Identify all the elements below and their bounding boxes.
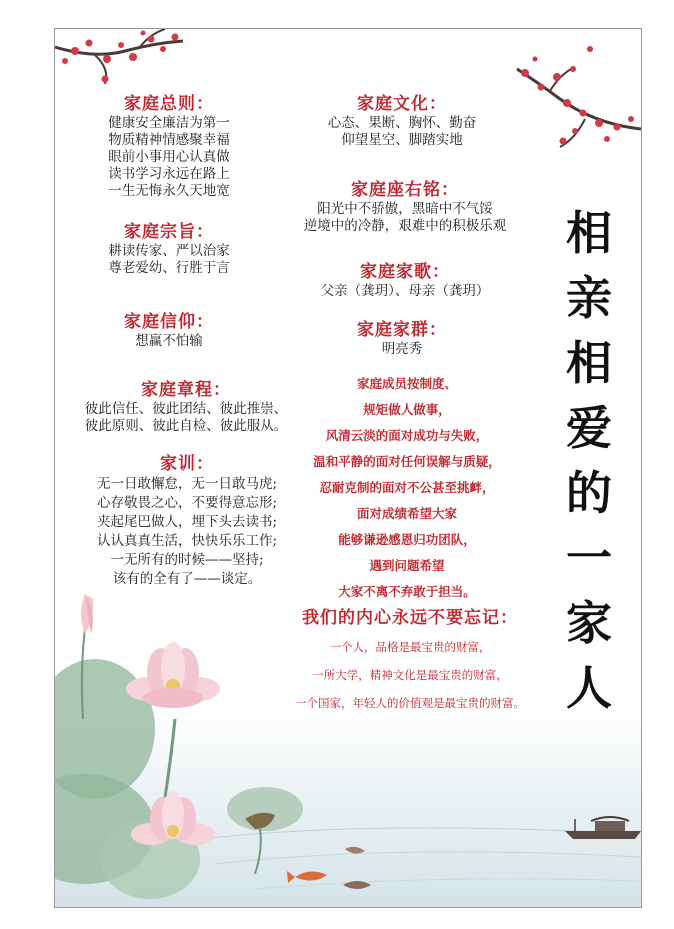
text-line: 想赢不怕输 xyxy=(135,333,203,349)
text-line: 大家不离不弃敢于担当。 xyxy=(338,584,476,599)
text-line: 能够谦逊感恩归功团队， xyxy=(338,532,476,547)
text-line: 彼此信任、彼此团结、彼此推崇、 xyxy=(84,401,288,417)
text-line: 彼此原则、彼此自检、彼此服从。 xyxy=(84,418,288,434)
text-line: 夹起尾巴做人，埋下头去读书; xyxy=(96,514,278,530)
text-line: 阳光中不骄傲，黑暗中不气馁 xyxy=(317,201,493,217)
title-char: 相 xyxy=(566,336,612,390)
text-line: 认认真真生活，快快乐乐工作; xyxy=(96,533,278,549)
text-line: 眼前小事用心认真做 xyxy=(108,149,230,165)
text-line: 心存敬畏之心，不要得意忘形; xyxy=(96,495,278,511)
section-title: 家庭章程： xyxy=(141,380,231,400)
title-char: 人 xyxy=(566,661,612,715)
text-line: 父亲（龚玥）、母亲（龚玥） xyxy=(320,283,490,299)
text-line: 一生无悔永久天地宽 xyxy=(108,183,230,199)
section-remember xyxy=(255,607,565,717)
text-line: 仰望星空、脚踏实地 xyxy=(341,132,463,148)
text-line: 读书学习永远在路上 xyxy=(108,166,230,182)
section-title: 家训： xyxy=(160,454,214,474)
text-line: 一个人，品格是最宝贵的财富， xyxy=(329,640,491,654)
section-title: 我们的内心永远不要忘记： xyxy=(302,608,518,628)
text-line: 家庭成员按制度、 xyxy=(356,376,457,391)
text-line: 忍耐克制的面对不公甚至挑衅， xyxy=(319,480,495,495)
section-family-maxim xyxy=(275,179,535,235)
text-line: 耕读传家、严以治家 xyxy=(108,243,230,259)
text-line: 温和平静的面对任何误解与质疑， xyxy=(313,454,501,469)
title-char: 家 xyxy=(566,596,612,650)
section-family-belief xyxy=(69,311,269,350)
plum-branch-top-right-icon xyxy=(517,46,641,147)
text-line: 无一日敢懈怠，无一日敢马虎; xyxy=(96,476,278,492)
text-line: 遇到问题希望 xyxy=(369,558,445,573)
section-family-motto xyxy=(67,453,307,589)
title-char: 亲 xyxy=(566,271,612,325)
text-line: 健康安全廉洁为第一 xyxy=(108,115,230,131)
poster xyxy=(54,28,642,908)
section-title: 家庭座右铭： xyxy=(351,180,459,200)
text-line: 一个国家，年轻人的价值观是最宝贵的财富。 xyxy=(295,696,525,710)
title-char: 相 xyxy=(566,206,612,260)
text-line: 心态、果断、胸怀、勤奋 xyxy=(327,115,477,131)
section-family-group xyxy=(291,319,513,358)
section-family-purpose xyxy=(69,221,269,277)
section-family-charter xyxy=(69,379,303,435)
title-char: 的 xyxy=(566,466,612,520)
text-line: 一所大学，精神文化是最宝贵的财富， xyxy=(312,668,508,682)
text-line: 风清云淡的面对成功与失败， xyxy=(325,428,489,443)
section-title: 家庭信仰： xyxy=(124,312,214,332)
text-line: 逆境中的冷静，艰难中的积极乐观 xyxy=(303,218,507,234)
section-family-principles xyxy=(69,93,269,200)
family-rules-text xyxy=(275,371,539,605)
text-line: 规矩做人做事， xyxy=(363,402,451,417)
section-title: 家庭家群： xyxy=(357,320,447,340)
text-line: 一无所有的时候——坚持; xyxy=(110,552,264,568)
section-family-song xyxy=(275,261,535,300)
section-title: 家庭宗旨： xyxy=(124,222,214,242)
section-title: 家庭文化： xyxy=(357,94,447,114)
section-family-culture xyxy=(291,93,513,149)
text-line: 面对成绩希望大家 xyxy=(356,506,457,521)
text-line: 物质精神情感聚幸福 xyxy=(108,132,230,148)
text-line: 该有的全有了——谈定。 xyxy=(112,571,262,587)
section-title: 家庭家歌： xyxy=(360,262,450,282)
text-line: 明亮秀 xyxy=(381,341,423,357)
title-char: 一 xyxy=(566,531,612,585)
vertical-title xyxy=(559,201,619,721)
section-title: 家庭总则： xyxy=(124,94,214,114)
text-line: 尊老爱幼、行胜于言 xyxy=(108,260,230,276)
plum-branch-top-left-icon xyxy=(55,29,183,84)
title-char: 爱 xyxy=(566,401,612,455)
